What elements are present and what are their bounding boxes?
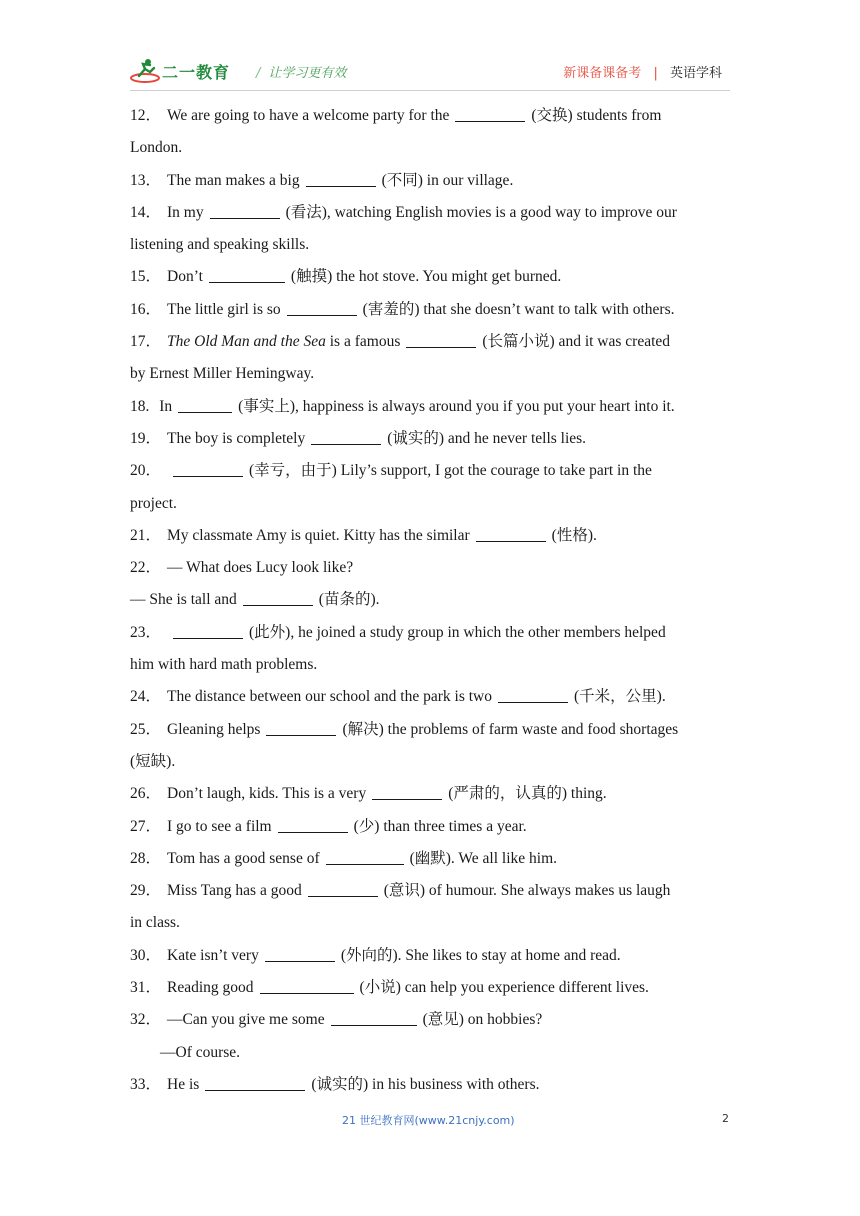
footer-source: 21 世纪教育网(www.21cnjy.com): [342, 1114, 515, 1127]
question-hint: (长篇小说) and it was created: [482, 333, 671, 351]
answer-blank[interactable]: [326, 846, 404, 865]
answer-blank[interactable]: [311, 426, 381, 445]
question-hint: (严肃的，认真的) thing.: [448, 785, 607, 803]
question-line: [130, 391, 732, 423]
question-text: The distance between our school and the park is two: [167, 688, 492, 706]
question-number: 29．: [130, 882, 162, 900]
question-text: My classmate Amy is quiet. Kitty has the similar: [167, 526, 470, 544]
question-number: 13．: [130, 171, 162, 189]
question-line: [130, 714, 732, 746]
answer-blank[interactable]: [243, 587, 313, 606]
question-number: 19．: [130, 429, 162, 447]
answer-blank[interactable]: [331, 1007, 417, 1026]
question-number: 33．: [130, 1075, 162, 1093]
question-text: in class.: [130, 914, 180, 932]
question-number: 20．: [130, 462, 162, 480]
slogan-text: 让学习更有效: [268, 66, 347, 81]
question-line: [130, 552, 732, 584]
question-number: 12．: [130, 107, 162, 124]
question-hint: (外向的). She likes to stay at home and read.: [340, 946, 621, 964]
question-hint: (幽默). We all like him.: [409, 849, 558, 867]
question-hint: (解决) the problems of farm waste and food shortages: [342, 720, 679, 738]
question-number: 24．: [130, 688, 162, 706]
question-line: [130, 100, 732, 132]
continuation-line: [130, 649, 732, 681]
answer-blank[interactable]: [173, 620, 243, 639]
question-line: [130, 875, 732, 907]
question-number: 31．: [130, 979, 162, 997]
question-number: 26．: [130, 785, 162, 803]
question-line: [130, 617, 732, 649]
question-hint: (性格).: [551, 526, 597, 544]
question-line: [130, 940, 732, 972]
question-hint: (意识) of humour. She always makes us laugh: [383, 882, 671, 900]
continuation-line: [130, 746, 732, 778]
exercise-list: [130, 100, 732, 1101]
question-hint: (意见) on hobbies?: [422, 1011, 543, 1029]
header-course-label: 新课备课备考: [563, 66, 642, 81]
continuation-line: [130, 358, 732, 390]
question-number: 17．: [130, 333, 162, 351]
question-hint: (不同) in our village.: [381, 171, 514, 189]
question-number: 18.: [130, 397, 154, 415]
answer-blank[interactable]: [308, 878, 378, 897]
header-separator: |: [653, 66, 658, 81]
header-subject: [563, 62, 722, 81]
question-number: 28．: [130, 849, 162, 867]
question-line: [130, 520, 732, 552]
question-line: [130, 261, 732, 293]
question-hint: (触摸) the hot stove. You might get burned.: [290, 268, 562, 286]
question-text: Gleaning helps: [167, 720, 261, 738]
question-text: —Can you give me some: [167, 1011, 325, 1029]
logo: [130, 58, 230, 84]
book-title: The Old Man and the Sea: [167, 333, 326, 351]
question-line: [130, 197, 732, 229]
question-number: 21．: [130, 526, 162, 544]
question-number: 14．: [130, 203, 162, 221]
question-text: The little girl is so: [167, 300, 281, 318]
page-header: [130, 52, 730, 92]
question-hint: (少) than three times a year.: [353, 817, 527, 835]
question-text: The man makes a big: [167, 171, 300, 189]
slogan: / 让学习更有效: [256, 66, 347, 81]
question-text: (短缺).: [130, 752, 176, 770]
answer-blank[interactable]: [406, 329, 476, 348]
question-number: 16．: [130, 300, 162, 318]
question-text: — She is tall and: [130, 591, 237, 609]
question-text: In: [159, 397, 173, 415]
question-hint: (看法), watching English movies is a good way to improve our: [285, 203, 677, 221]
question-text: London.: [130, 139, 183, 157]
question-text: —Of course.: [160, 1043, 241, 1061]
answer-blank[interactable]: [455, 103, 525, 122]
question-hint: (事实上), happiness is always around you if you put your heart into it.: [238, 397, 675, 415]
question-line: [130, 455, 732, 487]
answer-blank[interactable]: [205, 1072, 305, 1091]
answer-blank[interactable]: [178, 394, 232, 413]
question-line: [130, 1004, 732, 1036]
question-text: him with hard math problems.: [130, 656, 318, 674]
question-line: [130, 326, 732, 358]
answer-blank[interactable]: [265, 943, 335, 962]
answer-blank[interactable]: [210, 200, 280, 219]
question-text: Tom has a good sense of: [167, 849, 320, 867]
continuation-line: [130, 1037, 732, 1069]
continuation-line: [130, 584, 732, 616]
logo-text: 二一教育: [162, 62, 231, 82]
answer-blank[interactable]: [372, 781, 442, 800]
answer-blank[interactable]: [306, 168, 376, 187]
answer-blank[interactable]: [209, 264, 285, 283]
question-number: 30．: [130, 946, 162, 964]
continuation-line: [130, 132, 732, 164]
question-hint: (千米，公里).: [574, 688, 666, 706]
page-number: 2: [722, 1112, 729, 1125]
question-number: 22．: [130, 559, 162, 577]
question-line: [130, 811, 732, 843]
question-text: He is: [167, 1075, 200, 1093]
question-line: [130, 778, 732, 810]
question-number: 27．: [130, 817, 162, 835]
question-line: [130, 294, 732, 326]
continuation-line: [130, 229, 732, 261]
question-hint: (诚实的) in his business with others.: [311, 1075, 540, 1093]
question-hint: (幸亏，由于) Lily’s support, I got the courage to take part in the: [249, 462, 652, 480]
header-divider: [130, 90, 730, 91]
question-text: project.: [130, 494, 177, 512]
answer-blank[interactable]: [287, 297, 357, 316]
question-text: Don’t: [167, 268, 203, 286]
question-text: Don’t laugh, kids. This is a very: [167, 785, 367, 803]
answer-blank[interactable]: [260, 975, 354, 994]
continuation-line: [130, 488, 732, 520]
question-text: Kate isn’t very: [167, 946, 259, 964]
question-line: [130, 843, 732, 875]
question-hint: (苗条的).: [318, 591, 380, 609]
question-line: [130, 681, 732, 713]
answer-blank[interactable]: [498, 684, 568, 703]
question-line: [130, 165, 732, 197]
question-number: 32．: [130, 1011, 162, 1029]
question-text: The boy is completely: [167, 429, 306, 447]
question-text: In my: [167, 203, 204, 221]
question-number: 25．: [130, 720, 162, 738]
header-subject-label: 英语学科: [669, 66, 722, 81]
question-hint: (诚实的) and he never tells lies.: [387, 429, 587, 447]
question-line: [130, 1069, 732, 1101]
question-text: We are going to have a welcome party for the: [167, 107, 450, 124]
question-number: 23．: [130, 623, 162, 641]
answer-blank[interactable]: [266, 717, 336, 736]
question-hint: (此外), he joined a study group in which the other members helped: [249, 623, 666, 641]
question-text: listening and speaking skills.: [130, 236, 310, 254]
question-hint: (交换) students from: [531, 107, 662, 124]
question-text: — What does Lucy look like?: [167, 559, 354, 577]
question-text: is a famous: [329, 333, 401, 351]
question-hint: (害羞的) that she doesn’t want to talk with others.: [362, 300, 675, 318]
answer-blank[interactable]: [476, 523, 546, 542]
question-hint: (小说) can help you experience different lives.: [359, 979, 649, 997]
question-text: I go to see a film: [167, 817, 272, 835]
answer-blank[interactable]: [173, 458, 243, 477]
answer-blank[interactable]: [278, 814, 348, 833]
question-line: [130, 423, 732, 455]
question-line: [130, 972, 732, 1004]
question-text: Miss Tang has a good: [167, 882, 302, 900]
question-number: 15．: [130, 268, 162, 286]
continuation-line: [130, 907, 732, 939]
runner-logo-icon: [130, 58, 160, 84]
question-text: by Ernest Miller Hemingway.: [130, 365, 315, 383]
question-text: Reading good: [167, 979, 254, 997]
